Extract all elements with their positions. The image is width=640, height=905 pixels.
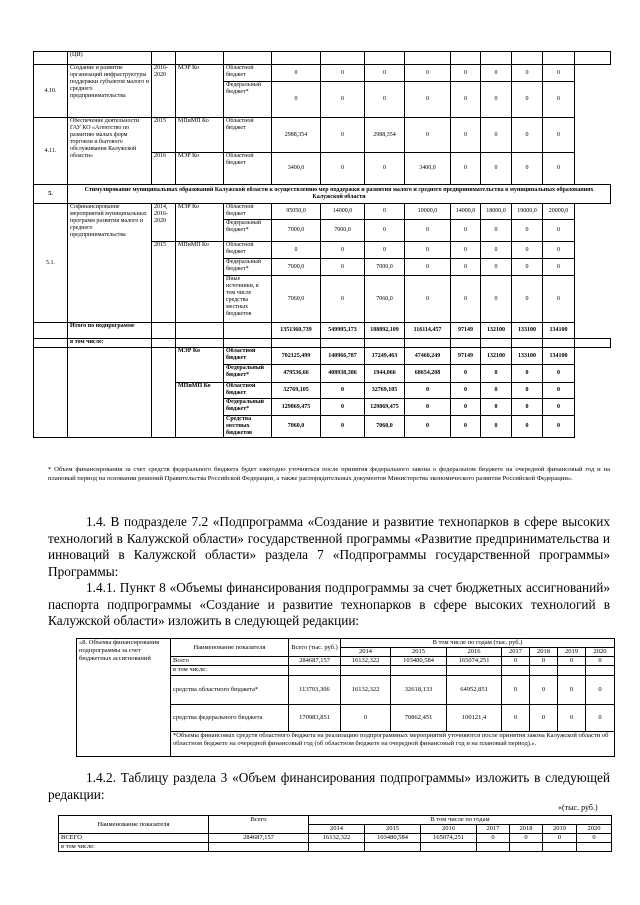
value: 0	[272, 65, 321, 82]
value: 0	[321, 82, 365, 118]
source: Областной бюджет	[224, 204, 272, 220]
executor: МЭР Ко	[176, 153, 224, 185]
value: 103480,584	[391, 657, 447, 666]
section-title: Стимулирование муниципальных образований Калужской области к осуществлению мер поддержки и развития малого и среднего предпринимательства в муниципальных образованиях Калужской области	[68, 185, 611, 204]
value: 0	[512, 276, 543, 323]
value: 702125,499	[272, 348, 321, 365]
value: 47460,249	[405, 348, 451, 365]
indicator-name: средства областного бюджета*	[171, 676, 289, 705]
source: Средства местных бюджетов	[224, 416, 272, 438]
years: 2016	[152, 153, 176, 185]
value: 0	[586, 705, 615, 732]
value: 0	[405, 220, 451, 242]
value: 0	[405, 118, 451, 153]
row-number: 4.10.	[34, 65, 68, 118]
total-value: 132100	[481, 323, 512, 339]
value: 0	[481, 365, 512, 383]
value	[477, 843, 510, 852]
year-header: 2020	[586, 648, 615, 657]
value: 0	[512, 82, 543, 118]
year-header: 2020	[577, 825, 612, 834]
value: 0	[481, 220, 512, 242]
indicator-total	[289, 666, 341, 676]
value: 70862,451	[391, 705, 447, 732]
indicator-name: Всего	[171, 657, 289, 666]
value: 0	[512, 416, 543, 438]
total-value: 188892,109	[365, 323, 405, 339]
value: 95050,0	[272, 204, 321, 220]
indicator-name: в том числе:	[59, 843, 209, 852]
value: 0	[451, 416, 481, 438]
value: 10000,0	[405, 204, 451, 220]
value: 0	[321, 259, 365, 276]
value: 0	[512, 153, 543, 185]
source: Федеральный бюджет*	[224, 399, 272, 416]
value: 0	[272, 82, 321, 118]
total-label: Итого по подпрограмме	[68, 323, 152, 339]
value: 0	[405, 65, 451, 82]
executor: МЭР Ко	[176, 65, 224, 118]
value: 97149	[451, 348, 481, 365]
total-value: 134100	[543, 323, 575, 339]
year-header: 2019	[543, 825, 577, 834]
value: 0	[451, 242, 481, 259]
year-header: 2014	[341, 648, 391, 657]
value: 0	[512, 259, 543, 276]
value	[341, 666, 391, 676]
executor: МПиМП Ко	[176, 242, 224, 323]
value: 0	[451, 399, 481, 416]
value	[365, 843, 421, 852]
source: Федеральный бюджет*	[224, 220, 272, 242]
value: 0	[321, 118, 365, 153]
section-number: 5.	[34, 185, 68, 204]
value: 0	[512, 118, 543, 153]
value: 0	[451, 220, 481, 242]
value: 0	[405, 399, 451, 416]
value: 0	[321, 383, 365, 399]
value: 0	[543, 416, 575, 438]
value: 14000,0	[321, 204, 365, 220]
value: 7060,0	[365, 416, 405, 438]
value: 165074,251	[447, 657, 502, 666]
value: 0	[543, 65, 575, 82]
value: 0	[586, 676, 615, 705]
cell-label: (ЦИ)	[68, 52, 152, 65]
value: 0	[558, 676, 586, 705]
source: Областной бюджет	[224, 153, 272, 185]
indicator-name: средства федерального бюджета	[171, 705, 289, 732]
value: 0	[451, 65, 481, 82]
value: 0	[451, 383, 481, 399]
value: 0	[586, 657, 615, 666]
indicator-name: ВСЕГО	[59, 834, 209, 843]
year-header: 2015	[391, 648, 447, 657]
value: 64952,851	[447, 676, 502, 705]
header-total: Всего	[209, 816, 309, 834]
subprogram-financing-table	[58, 815, 612, 852]
value: 0	[512, 365, 543, 383]
value: 7060,0	[272, 416, 321, 438]
indicator-total: 170983,851	[289, 705, 341, 732]
year-header: 2018	[510, 825, 543, 834]
value: 0	[543, 365, 575, 383]
source: Федеральный бюджет*	[224, 82, 272, 118]
value: 0	[502, 657, 530, 666]
value: 165074,251	[421, 834, 477, 843]
value: 7060,0	[272, 276, 321, 323]
value: 0	[481, 65, 512, 82]
passport-financing-table	[76, 638, 615, 757]
value: 0	[543, 220, 575, 242]
total-value: 133100	[512, 323, 543, 339]
source: Федеральный бюджет*	[224, 259, 272, 276]
value: 0	[405, 383, 451, 399]
value: 14000,0	[451, 204, 481, 220]
years: 2015	[152, 118, 176, 153]
source: Областной бюджет	[224, 118, 272, 153]
value: 32769,105	[272, 383, 321, 399]
value: 103480,584	[365, 834, 421, 843]
value: 0	[341, 705, 391, 732]
value: 0	[321, 416, 365, 438]
value: 0	[365, 204, 405, 220]
value: 0	[481, 118, 512, 153]
value: 0	[481, 82, 512, 118]
value: 0	[543, 82, 575, 118]
value: 0	[451, 259, 481, 276]
value: 0	[451, 118, 481, 153]
value: 0	[543, 383, 575, 399]
value: 0	[321, 65, 365, 82]
value: 0	[405, 82, 451, 118]
executor: МПиМП Ко	[176, 118, 224, 153]
value: 2988,354	[365, 118, 405, 153]
value: 32618,133	[391, 676, 447, 705]
value: 0	[558, 705, 586, 732]
value: 0	[481, 399, 512, 416]
year-header: 2014	[309, 825, 365, 834]
value: 18000,0	[481, 204, 512, 220]
total-value: 549905,173	[321, 323, 365, 339]
value: 0	[481, 259, 512, 276]
year-header: 2015	[365, 825, 421, 834]
measure-name: Обеспечение деятельности ГАУ КО «Агентство по развитию малых форм торговли и бытового обслуживания Калужской области»	[68, 118, 152, 185]
value: 0	[405, 259, 451, 276]
value: 0	[365, 153, 405, 185]
indicator-name: в том числе:	[171, 666, 289, 676]
value: 7000,0	[272, 259, 321, 276]
value: 17249,463	[365, 348, 405, 365]
value: 0	[512, 242, 543, 259]
value: 0	[530, 657, 558, 666]
units-label: «(тыс. руб.)	[558, 803, 598, 812]
table-note: *Объемы финансовых средств областного бюджета на реализацию подпрограммных мероприятий уточняются после принятия закона Калужской области об областном бюджете на очередной финансовый год (об областном бюджете на очередной финансовый год и на плановый период).».	[171, 732, 615, 757]
value: 0	[321, 276, 365, 323]
value: 132100	[481, 348, 512, 365]
row-number: 4.11.	[34, 118, 68, 185]
value: 0	[543, 118, 575, 153]
total-value: 1351360,739	[272, 323, 321, 339]
indicator-total	[209, 843, 309, 852]
value: 16132,322	[309, 834, 365, 843]
value: 7000,0	[321, 220, 365, 242]
value: 0	[530, 705, 558, 732]
value: 133100	[512, 348, 543, 365]
year-header: 2018	[530, 648, 558, 657]
value: 16132,322	[341, 676, 391, 705]
value: 0	[543, 242, 575, 259]
year-header: 2016	[421, 825, 477, 834]
value	[391, 666, 447, 676]
value	[309, 843, 365, 852]
value: 0	[512, 220, 543, 242]
value: 479536,66	[272, 365, 321, 383]
header-name: Наименование показателя	[171, 639, 289, 657]
value: 0	[405, 416, 451, 438]
value: 0	[510, 834, 543, 843]
value: 0	[365, 242, 405, 259]
header-years: В том числе по годам	[309, 816, 612, 825]
value	[510, 843, 543, 852]
value: 0	[321, 242, 365, 259]
measure-name: Софинансирование мероприятий муниципальных программ развития малого и среднего предпринимательства	[68, 204, 152, 323]
value	[530, 666, 558, 676]
value: 0	[530, 676, 558, 705]
value: 0	[481, 276, 512, 323]
value	[502, 666, 530, 676]
value: 1944,066	[365, 365, 405, 383]
value: 20000,0	[543, 204, 575, 220]
executor: МПиМП Ко	[176, 383, 224, 438]
indicator-total: 284687,157	[289, 657, 341, 666]
value: 0	[451, 82, 481, 118]
year-header: 2017	[502, 648, 530, 657]
value: 0	[477, 834, 510, 843]
value: 0	[365, 82, 405, 118]
value: 7060,0	[365, 276, 405, 323]
value: 0	[481, 383, 512, 399]
value	[577, 843, 612, 852]
source: Областной бюджет	[224, 65, 272, 82]
value	[586, 666, 615, 676]
value: 0	[543, 834, 577, 843]
value: 0	[481, 416, 512, 438]
value: 16132,322	[341, 657, 391, 666]
footnote: * Объем финансирования за счет средств федерального бюджета будет ежегодно уточняться после принятия федерального закона о федеральном бюджете на очередной финансовый год и на плановый период на основании решений Правительства Российской Федерации, а также распорядительных документов Министерства экономического развития Российской Федерации».	[48, 466, 610, 482]
row-number: 5.1.	[34, 204, 68, 323]
years: 2016-2020	[152, 65, 176, 118]
value: 0	[321, 153, 365, 185]
executor: МЭР Ко	[176, 204, 224, 242]
header-total: Всего (тыс. руб.)	[289, 639, 341, 657]
paragraph-1-4-1: 1.4.1. Пункт 8 «Объемы финансирования подпрограммы за счет бюджетных ассигнований» паспорта подпрограммы «Создание и развитие технопарков в сфере высоких технологий в Калужской области» изложить в следующей редакции:	[48, 580, 610, 628]
value: 0	[272, 242, 321, 259]
value: 100121,4	[447, 705, 502, 732]
measure-name: Создание и развитие организаций инфраструктуры поддержки субъектов малого и среднего предпринимательства	[68, 65, 152, 118]
value: 0	[512, 65, 543, 82]
value: 129869,475	[365, 399, 405, 416]
value	[447, 666, 502, 676]
value: 0	[512, 383, 543, 399]
total-value: 97149	[451, 323, 481, 339]
value: 0	[481, 242, 512, 259]
value: 0	[321, 399, 365, 416]
value: 0	[451, 276, 481, 323]
value: 0	[405, 276, 451, 323]
value: 0	[481, 153, 512, 185]
paragraph-1-4: 1.4. В подразделе 7.2 «Подпрограмма «Создание и развитие технопарков в сфере высоких технологий в Калужской области» государственной программы «Развитие предпринимательства и инноваций в Калужской области» раздела 7 «Подпрограммы государственной программы» Программы:	[48, 514, 610, 579]
value: 0	[543, 153, 575, 185]
paragraph-1-4-2: 1.4.2. Таблицу раздела 3 «Объем финансирования подпрограммы» изложить в следующей редакции:	[48, 770, 610, 802]
value: 0	[405, 242, 451, 259]
value: 7000,0	[365, 259, 405, 276]
source: Областной бюджет	[224, 348, 272, 365]
indicator-total: 113703,306	[289, 676, 341, 705]
value: 0	[543, 259, 575, 276]
years: 2015	[152, 242, 176, 323]
source: Федеральный бюджет*	[224, 365, 272, 383]
value: 0	[558, 657, 586, 666]
value	[558, 666, 586, 676]
source: Областной бюджет	[224, 383, 272, 399]
value: 0	[512, 399, 543, 416]
value: 0	[543, 399, 575, 416]
value: 0	[451, 153, 481, 185]
source: Иные источники, в том числе средства местных бюджетов	[224, 276, 272, 323]
value: 0	[577, 834, 612, 843]
indicator-total: 284687,157	[209, 834, 309, 843]
value: 2988,354	[272, 118, 321, 153]
value: 0	[365, 220, 405, 242]
including-label: в том числе:	[68, 339, 152, 348]
value: 3400,0	[272, 153, 321, 185]
year-header: 2017	[477, 825, 510, 834]
year-header: 2019	[558, 648, 586, 657]
value: 134100	[543, 348, 575, 365]
value	[421, 843, 477, 852]
value: 129869,475	[272, 399, 321, 416]
total-value: 116114,457	[405, 323, 451, 339]
value: 0	[502, 676, 530, 705]
value: 7000,0	[272, 220, 321, 242]
header-years: В том числе по годам (тыс. руб.)	[341, 639, 615, 648]
value: 0	[365, 65, 405, 82]
year-header: 2016	[447, 648, 502, 657]
header-name: Наименование показателя	[59, 816, 209, 834]
value: 0	[502, 705, 530, 732]
value: 0	[543, 276, 575, 323]
value: 32769,105	[365, 383, 405, 399]
source: Областной бюджет	[224, 242, 272, 259]
value: 19000,0	[512, 204, 543, 220]
value	[543, 843, 577, 852]
value: 0	[451, 365, 481, 383]
years: 2014, 2016-2020	[152, 204, 176, 242]
value: 3400,0	[405, 153, 451, 185]
executor: МЭР Ко	[176, 348, 224, 383]
passport-item-label: «8. Объемы финансирования подпрограммы за счет бюджетных ассигнований	[77, 639, 171, 757]
value: 408938,386	[321, 365, 365, 383]
financing-table-continued	[33, 51, 611, 438]
value: 68654,208	[405, 365, 451, 383]
value: 140966,787	[321, 348, 365, 365]
